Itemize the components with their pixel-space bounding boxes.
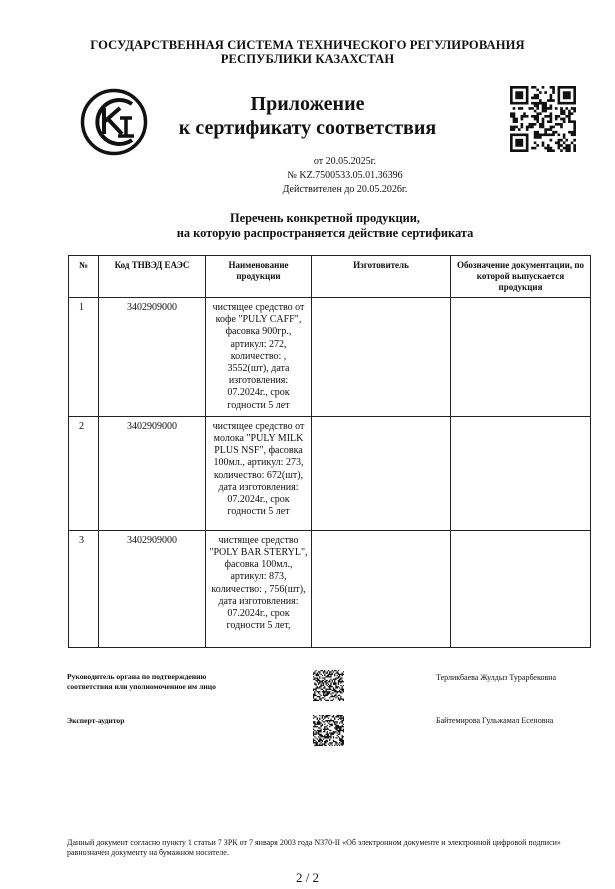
row-code: 3402909000 — [99, 530, 206, 647]
certificate-valid-until: Действителен до 20.05.2026г. — [282, 184, 408, 195]
products-table — [68, 255, 591, 648]
row-number: 2 — [69, 416, 99, 530]
page-number: 2 / 2 — [295, 870, 320, 885]
table-row — [69, 530, 591, 647]
row-code: 3402909000 — [99, 416, 206, 530]
table-row — [69, 298, 591, 417]
certificate-info — [0, 155, 615, 197]
header-documentation: Обозначение документации, по которой выпускается продукция — [451, 256, 591, 298]
subtitle-line-2: на которую распространяется действие сертификата — [176, 226, 474, 240]
header-code: Код ТНВЭД ЕАЭС — [99, 256, 206, 298]
row-number: 3 — [69, 530, 99, 647]
header-product-name: Наименование продукции — [206, 256, 312, 298]
products-list-title — [0, 211, 615, 241]
row-number: 1 — [69, 298, 99, 417]
document-title — [0, 92, 615, 140]
row-code: 3402909000 — [99, 298, 206, 417]
row-product-name: чистящее средство "POLY BAR STERYL", фасовка 100мл., артикул: 873, количество: , 756(шт), дата изготовления: 07.2024г., срок годности 5 лет, — [206, 530, 312, 647]
row-documentation — [451, 298, 591, 417]
legal-footnote: Данный документ согласно пункту 1 статьи 7 ЗРК от 7 января 2003 года N370-II «Об электронном документе и электронной цифровой подписи» равнозначен документу на бумажном носителе. — [67, 838, 561, 857]
signature-role-head: Руководитель органа по подтверждению соответствия или уполномоченное им лицо — [67, 672, 216, 691]
signature-qr-code-icon — [313, 670, 344, 701]
header-line-2: РЕСПУБЛИКИ КАЗАХСТАН — [220, 52, 395, 66]
system-header — [0, 38, 615, 66]
certificate-date: от 20.05.2025г. — [313, 156, 377, 167]
row-manufacturer — [312, 416, 451, 530]
row-documentation — [451, 416, 591, 530]
table-header-row — [69, 256, 591, 298]
table-row — [69, 416, 591, 530]
row-product-name: чистящее средство от кофе "PULY CAFF", фасовка 900гр., артикул: 272, количество: , 3552(шт), дата изготовления: 07.2024г., срок годности 5 лет — [206, 298, 312, 417]
header-line-1: ГОСУДАРСТВЕННАЯ СИСТЕМА ТЕХНИЧЕСКОГО РЕГУЛИРОВАНИЯ — [90, 38, 525, 52]
row-documentation — [451, 530, 591, 647]
header-manufacturer: Изготовитель — [312, 256, 451, 298]
title-line-2: к сертификату соответствия — [178, 117, 437, 139]
header-number: № — [69, 256, 99, 298]
signature-role-expert: Эксперт-аудитор — [67, 716, 125, 725]
signature-name-expert: Байтемирова Гульжамал Есеновна — [436, 716, 554, 725]
signature-qr-code-icon — [313, 715, 344, 746]
row-product-name: чистящее средство от молока "PULY MILK PLUS NSF", фасовка 100мл., артикул: 273, количество: 672(шт), дата изготовления: 07.2024г., срок годности 5 лет — [206, 416, 312, 530]
certificate-number: № KZ.7500533.05.01.36396 — [287, 170, 403, 181]
title-line-1: Приложение — [250, 93, 365, 115]
row-manufacturer — [312, 530, 451, 647]
signature-name-head: Терликбаева Жулдыз Турарбековна — [436, 673, 557, 682]
subtitle-line-1: Перечень конкретной продукции, — [230, 211, 420, 225]
row-manufacturer — [312, 298, 451, 417]
